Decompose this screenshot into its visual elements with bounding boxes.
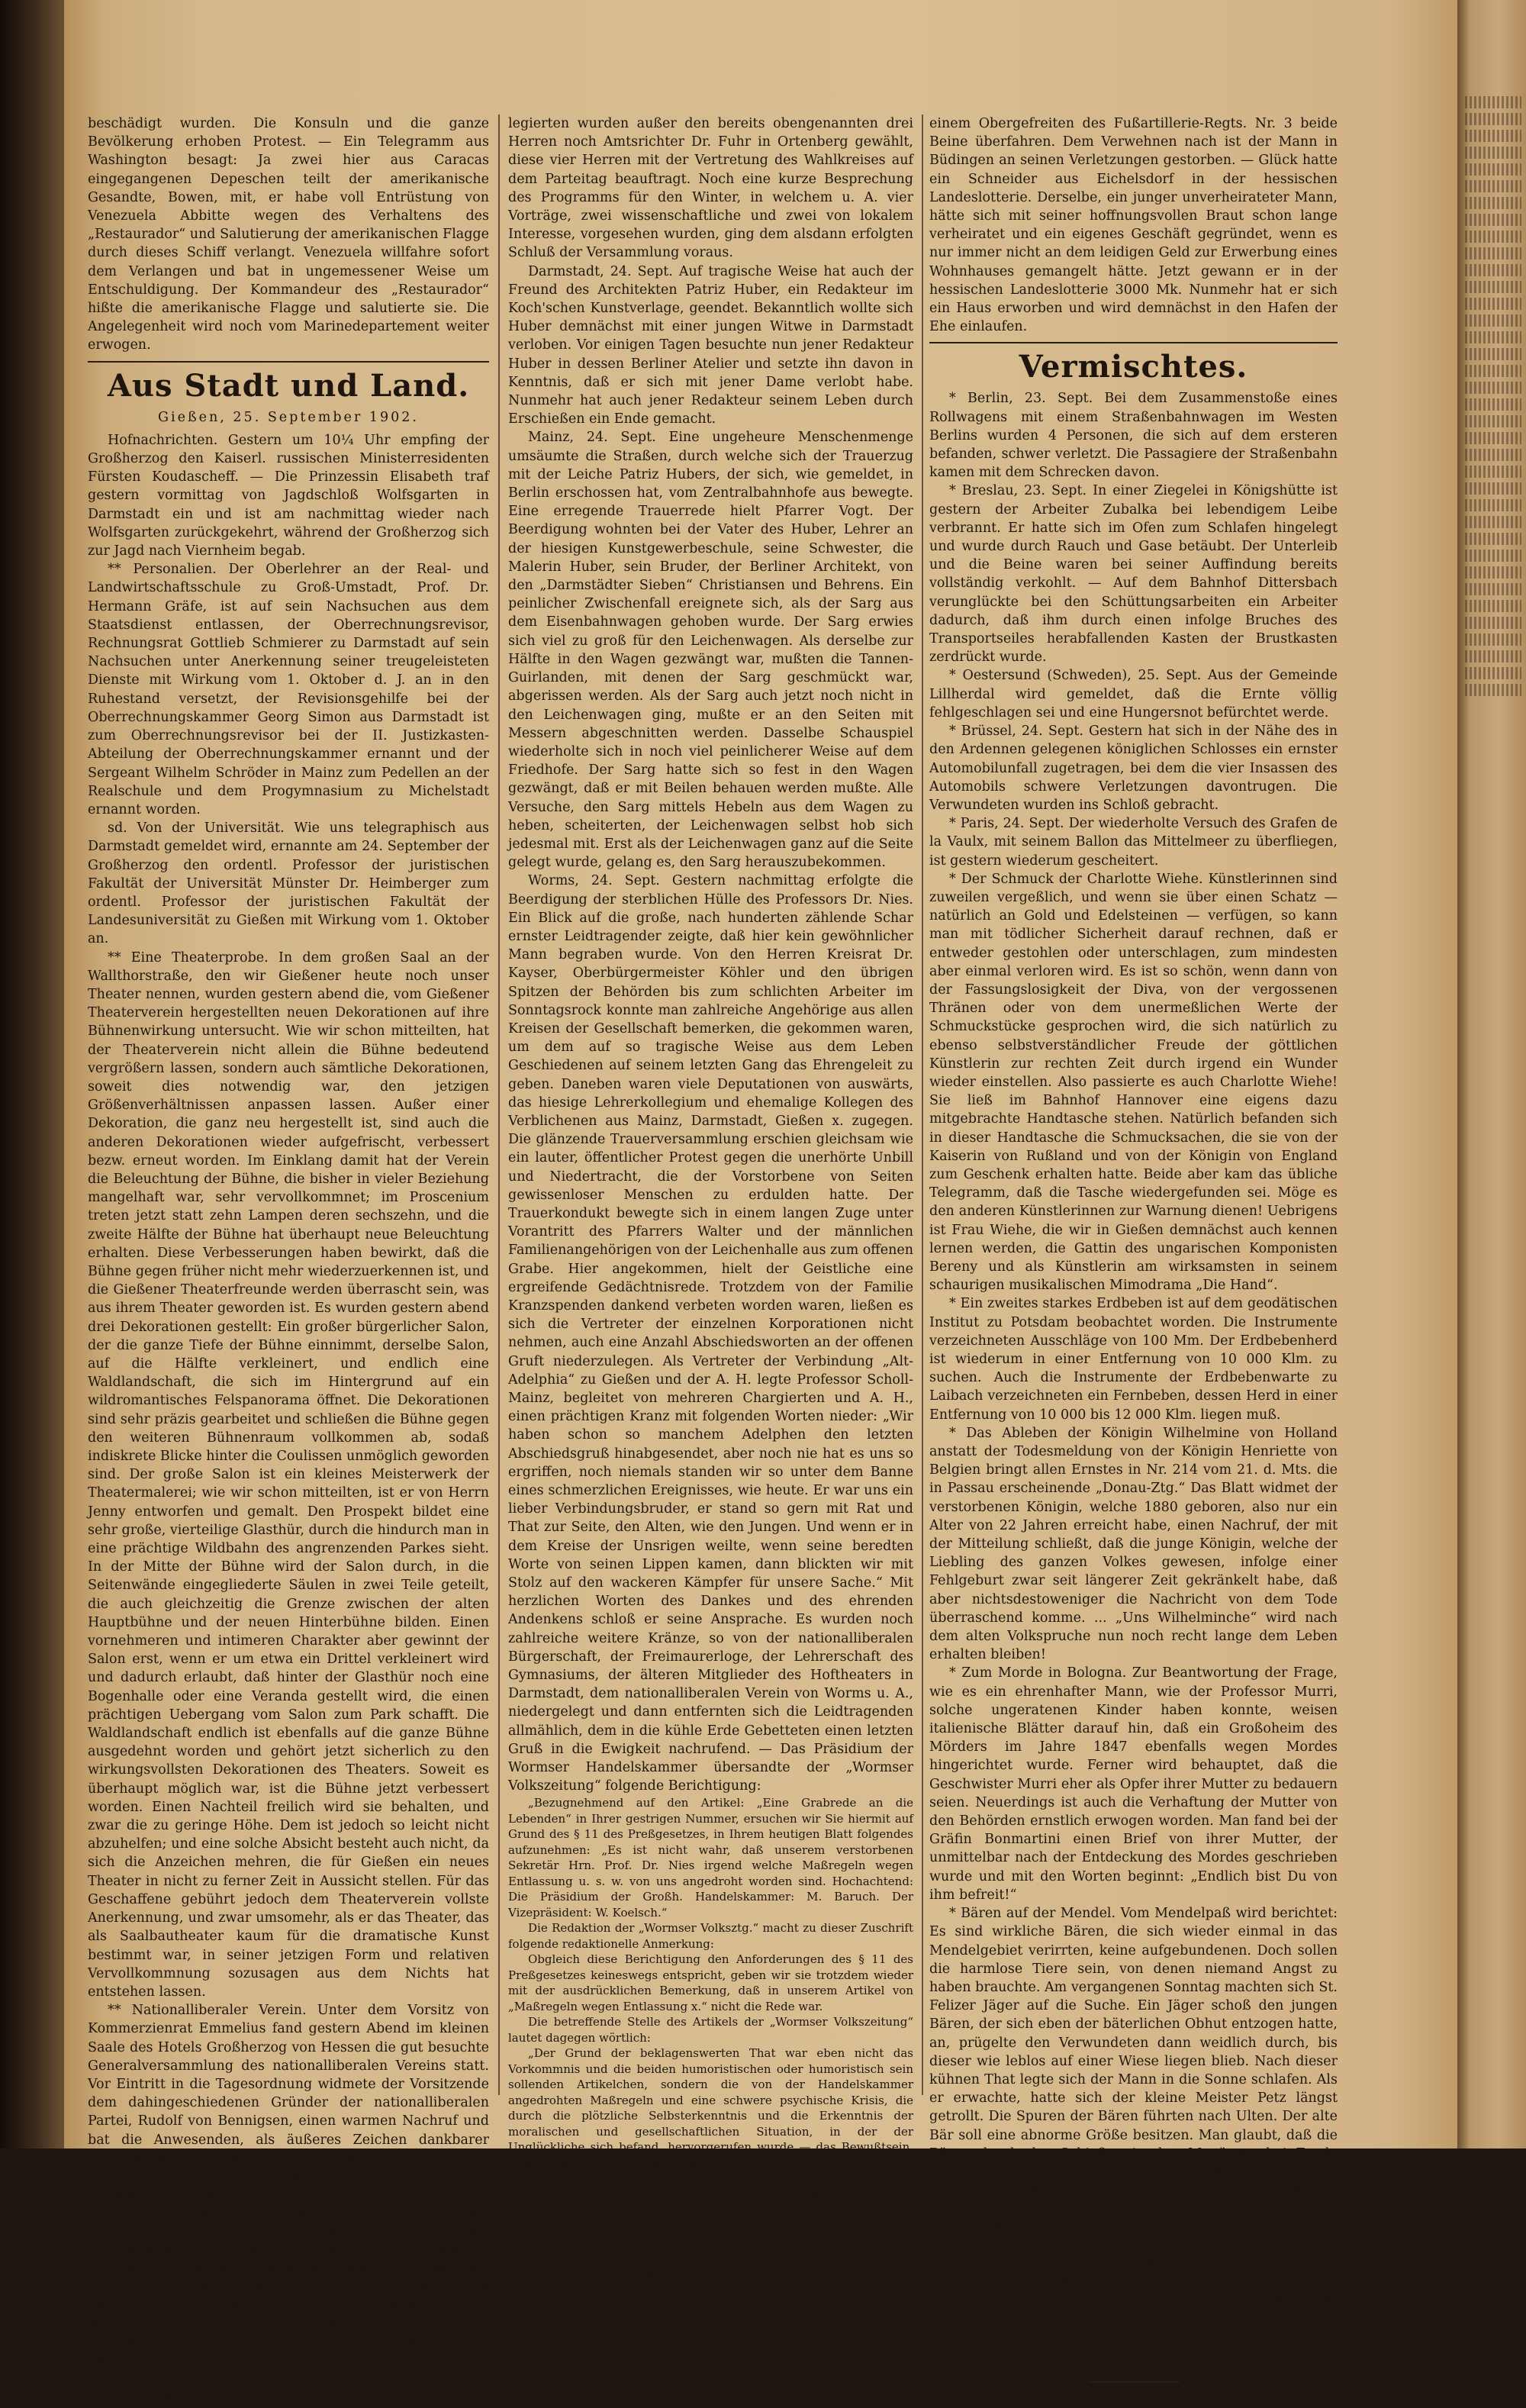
column-divider xyxy=(922,114,923,2095)
end-rule xyxy=(1088,2381,1180,2383)
column-1 xyxy=(88,114,489,2406)
article-paragraph: * Berlin, 23. Sept. Bei dem Zusammenstoße eines Rollwagens mit einem Straßenbahnwagen im Westen Berlins wurden 4 Personen, die sich auf dem ersteren befanden, schwer verletzt. Die Passagiere der Straßenbahn kamen mit dem Schrecken davon. xyxy=(929,391,1338,481)
article-paragraph: Hofnachrichten. Gestern um 10¼ Uhr empfing der Großherzog den Kaiserl. russischen Ministerresidenten Fürsten Koudascheff. — Die Prinzessin Elisabeth traf gestern vormittag von Jagdschloß Wolfsgarten in Darmstadt ein und ist am nachmittag wieder nach Wolfsgarten zurückgekehrt, während der Großherzog sich zur Jagd nach Viernheim begab. xyxy=(88,432,489,559)
article-paragraph: ** Kleine Mitteilungen aus Hessen und den Nachbarstaaten. Bei den in der Gegend von Büdingen ausgeführten Angriffsübungen mit schwerer Artillerie wurden xyxy=(508,2265,913,2336)
section-heading: Aus Stadt und Land. xyxy=(107,367,470,404)
quoted-paragraph: Obgleich diese Berichtigung den Anforderungen des § 11 des Preßgesetzes keineswegs entspricht, geben wir sie trotzdem wieder mit der ausdrücklichen Bemerkung, daß in unserem Artikel von „Maßregeln wegen Entlassung x.“ nicht die Rede war. xyxy=(508,1952,913,2013)
article-paragraph: sd. Von der Universität. Wie uns telegraphisch aus Darmstadt gemeldet wird, ernannte am 24. September der Großherzog den ordentl. Professor der juristischen Fakultät der Universität Münster Dr. Heimberger zum ordentl. Professor der juristischen Fakultät der Landesuniversität zu Gießen mit Wirkung vom 1. Oktober an. xyxy=(88,820,489,947)
quoted-paragraph: Die Redaktion der „Wormser Volksztg.“ macht zu dieser Zuschrift folgende redaktionelle Anmerkung: xyxy=(508,1921,913,1951)
article-paragraph: Darmstadt, 24. Sept. Auf tragische Weise hat auch der Freund des Architekten Patriz Huber, ein Redakteur im Koch'schen Kunstverlage, geendet. Bekanntlich wollte sich Huber demnächst mit einer jungen Witwe in Darmstadt verloben. Vor einigen Tagen besuchte nun jener Redakteur Huber in dessen Berliner Atelier und setzte ihn davon in Kenntnis, daß er sich mit jener Dame verlobt habe. Nunmehr hat auch jener Redakteur seinem Leben durch Erschießen ein Ende gemacht. xyxy=(508,263,913,427)
section-heading: Vermischtes. xyxy=(1019,349,1248,385)
article-paragraph: * Brüssel, 24. Sept. Gestern hat sich in der Nähe des in den Ardennen gelegenen königlichen Schlosses ein ernster Automobilunfall zugetragen, bei dem die vier Insassen des Automobils schwere Verletzungen davontrugen. Die Verwundeten wurden ins Schloß gebracht. xyxy=(929,724,1338,813)
article-paragraph: * Das Ableben der Königin Wilhelmine von Holland anstatt der Todesmeldung von der Königin Henriette von Belgien bringt allen Ernstes in Nr. 214 vom 21. d. Mts. die in Passau erscheinende „Donau-Ztg.“ Das Blatt widmet der verstorbenen Königin, welche 1880 geboren, also nur ein Alter von 22 Jahren erreicht habe, einen Nachruf, der mit der Mitteilung schließt, daß die junge Königin, welche der Liebling des ganzen Volkes gewesen, infolge einer Fehlgeburt zwar seit längerer Zeit gekränkelt habe, daß aber nichtsdestoweniger die Nachricht von dem Tode überraschend komme. ... „Uns Wilhelminche“ wird nach dem alten Volkspruche nun noch recht lange dem Leben erhalten bleiben! xyxy=(929,1425,1338,1663)
article-paragraph: * Breslau, 23. Sept. In einer Ziegelei in Königshütte ist gestern der Arbeiter Zubalka bei lebendigem Leibe verbrannt. Er hatte sich im Ofen zum Schlafen hingelegt und wurde durch Rauch und Gase betäubt. Der Unterleib und die Beine waren bei seiner Auffindung bereits vollständig verkohlt. — Auf dem Bahnhof Dittersbach verunglückte bei den Schüttungsarbeiten ein Arbeiter dadurch, daß ihm durch einen infolge Bruches des Transportseiles herabfallenden Kasten der Brustkasten zerdrückt wurde. xyxy=(929,483,1338,666)
article-paragraph: * Zum Morde in Bologna. Zur Beantwortung der Frage, wie es ein ehrenhafter Mann, wie der Professor Murri, solche ungeratenen Kinder haben konnte, weisen italienische Blätter darauf hin, daß ein Großoheim des Mörders im Jahre 1847 ebenfalls wegen Mordes hingerichtet wurde. Ferner wird behauptet, daß die Geschwister Murri eher als Opfer ihrer Mutter zu bedauern seien. Neuerdings ist auch die Verhaftung der Mutter von den Behörden ernstlich erwogen worden. Man fand bei der Gräfin Bonmartini einen Brief von ihrer Mutter, der unmittelbar nach der Entdeckung des Mordes geschrieben wurde und mit den Worten beginnt: „Endlich bist Du von ihm befreit!“ xyxy=(929,1665,1338,1903)
article-paragraph: * Oestersund (Schweden), 25. Sept. Aus der Gemeinde Lillherdal wird gemeldet, daß die Ernte völlig fehlgeschlagen sei und eine Hungersnot befürchtet werde. xyxy=(929,668,1338,720)
adjacent-page-edge xyxy=(1457,0,1526,2149)
article-paragraph: legierten wurden außer den bereits obengenannten drei Herren noch Amtsrichter Dr. Fuhr in Ortenberg gewählt, diese vier Herren mit der Vertretung des Wahlkreises auf dem Parteitag beauftragt. Noch eine kurze Besprechung des Programms für den Winter, in welchem u. A. vier Vorträge, zwei wissenschaftliche und zwei von lokalem Interesse, vorgesehen wurden, ging dem alsdann erfolgten Schluß der Versammlung voraus. xyxy=(508,116,913,261)
article-paragraph: Hanau, 24. Sept. Der Magistrat hat in seiner gestrigen Sitzung beschlossen, in Gemeinschaft mit der Stadtverordnetenversammlung beim Bundesrat und dem zuständigen Ministerium um Aufhebung der Viehsperre vorstellig zu werden. xyxy=(508,2172,913,2262)
article-paragraph: Mainz, 24. Sept. Eine ungeheure Menschenmenge umsäumte die Straßen, durch welche sich der Trauerzug mit der Leiche Patriz Hubers, der sich, wie gemeldet, in Berlin erschossen hat, vom Zentralbahnhofe aus bewegte. Eine erregende Trauerrede hielt Pfarrer Vogt. Der Beerdigung wohnten bei der Vater des Huber, Lehrer an der hiesigen Kunstgewerbeschule, seine Schwester, die Malerin Huber, sein Bruder, der Berliner Architekt, von den „Darmstädter Sieben“ Christiansen und Behrens. Ein peinlicher Zwischenfall ereignete sich, als der Sarg aus dem Eisenbahnwagen gehoben wurde. Der Sarg erwies sich viel zu groß für den Leichenwagen. Als derselbe zur Hälfte in den Wagen gezwängt war, mußten die Tannen-Guirlanden, mit denen der Sarg geschmückt war, abgerissen werden. Als der Sarg auch jetzt noch nicht in den Leichenwagen ging, mußte er an den Seiten mit Messern abgeschnitten werden. Dasselbe Schauspiel wiederholte sich in noch viel peinlicherer Weise auf dem Friedhofe. Der Sarg hatte sich so fest in den Wagen gezwängt, daß er mit Beilen behauen werden mußte. Alle Versuche, den Sarg mittels Hebeln aus dem Wagen zu heben, scheiterten, der Leichenwagen selbst hob sich jedesmal mit. Erst als der Leichenwagen ganz auf die Seite gelegt wurde, gelang es, den Sarg herauszubekommen. xyxy=(508,430,913,871)
article-paragraph: ** Personalien. Der Oberlehrer an der Real- und Landwirtschaftsschule zu Groß-Umstadt, Prof. Dr. Hermann Gräfe, ist auf sein Nachsuchen aus dem Staatsdienst entlassen, der Oberrechnungsrevisor, Rechnungsrat Gottlieb Schmierer zu Darmstadt auf sein Nachsuchen unter Anerkennung seiner treugeleisteten Dienste mit Wirkung vom 1. Oktober d. J. an in den Ruhestand versetzt, der Revisionsgehilfe bei der Oberrechnungskammer Georg Simon aus Darmstadt ist zum Oberrechnungsrevisor bei der II. Justizkasten-Abteilung der Oberrechnungskammer ernannt und der Sergeant Wilhelm Schröder in Mainz zum Pedellen an der Realschule und dem Progymnasium zu Michelstadt ernannt worden. xyxy=(88,562,489,817)
article-paragraph: * Paris, 24. Sept. Der wiederholte Versuch des Grafen de la Vaulx, mit seinem Ballon das Mittelmeer zu überfliegen, ist gestern wiederum gescheitert. xyxy=(929,816,1338,869)
quoted-paragraph: Die betreffende Stelle des Artikels der „Wormser Volkszeitung“ lautet dagegen wörtlich: xyxy=(508,2015,913,2045)
article-continuation: beschädigt wurden. Die Konsuln und die ganze Bevölkerung erhoben Protest. — Ein Telegramm aus Washington besagt: Ja zwei hier aus Caracas eingegangenen Depeschen teilt der amerikanische Gesandte, Bowen, mit, er habe voll Entrüstung von Venezuela Abbitte wegen des Verhaltens des „Restaurador“ und Salutierung der amerikanischen Flagge durch dieses Schiff verlangt. Venezuela willfahre sofort dem Verlangen und bat in ungemessener Weise um Entschuldigung. Der Kommandeur des „Restaurador“ hißte die amerikanische Flagge und salutierte sie. Die Angelegenheit wird noch vom Marinedepartement weiter erwogen. xyxy=(88,116,489,353)
column-2 xyxy=(508,114,913,2336)
quoted-paragraph: „Der Grund der beklagenswerten That war eben nicht das Vorkommnis und die beiden humoristischen oder humoristisch sein sollenden Artikelchen, sondern die von der Handelskammer angedrohten Maßregeln und eine schwere psychische Krisis, die durch die plötzliche Selbsterkenntnis und die Erkenntnis der moralischen und gesellschaftlichen Situation, in der der Unglückliche sich befand, hervorgerufen wurde — das Bewußtsein, sich in der Partei unmöglich gemacht zu haben.“ xyxy=(508,2046,913,2170)
article-continuation: einem Obergefreiten des Fußartillerie-Regts. Nr. 3 beide Beine überfahren. Dem Verwehnen nach ist der Mann in Büdingen an seinen Verletzungen gestorben. — Glück hatte ein Schneider aus Eichelsdorf in der hessischen Landeslotterie. Derselbe, ein junger unverheirateter Mann, hätte sich mit seiner hoffnungsvollen Braut schon lange verheiratet und ein eigenes Geschäft gegründet, wenn es nur immer nicht an dem leidigen Geld zur Erwerbung eines Wohnhauses gemangelt hätte. Jetzt gewann er in der hessischen Landeslotterie 3000 Mk. Nunmehr hat er sich ein Haus erworben und wird demnächst in den Hafen der Ehe einlaufen. xyxy=(929,116,1338,335)
article-paragraph: * Der Schmuck der Charlotte Wiehe. Künstlerinnen sind zuweilen vergeßlich, und wenn sie über einen Schatz — natürlich an Gold und Edelsteinen — verfügen, so kann man mit tödlicher Sicherheit darauf rechnen, daß er entweder gestohlen oder unterschlagen, zum mindesten aber einmal verloren wird. Es ist so schön, wenn dann von der Fassungslosigkeit der Diva, von der vergossenen Thränen oder von dem unermeßlichen Werte der Schmuckstücke gesprochen wird, die sich natürlich zu ebenso selbstverständlicher Freude der göttlichen Künstlerin zur rechten Zeit durch irgend ein Wunder wieder einstellen. Also passierte es auch Charlotte Wiehe! Sie ließ im Bahnhof Hannover eine eigens dazu mitgebrachte Handtasche stehen. Natürlich befanden sich in dieser Handtasche die Schmucksachen, die sie von der Kaiserin von Rußland und von der Königin von England zum Geschenk erhalten hatte. Beide aber kam das übliche Telegramm, daß die Tasche wiedergefunden sei. Möge es den anderen Künstlerinnen zur Warnung dienen! Uebrigens ist Frau Wiehe, die wir in Gießen demnächst auch kennen lernen werden, die Gattin des ungarischen Komponisten Bereny und als Künstlerin am wirksamsten in seinem schaurigen musikalischen Mimodrama „Die Hand“. xyxy=(929,871,1338,1294)
section-rule xyxy=(88,361,489,363)
article-paragraph: * Ein zweites starkes Erdbeben ist auf dem geodätischen Institut zu Potsdam beobachtet worden. Die Instrumente verzeichneten Ausschläge von 100 Mm. Der Erdbebenherd ist wiederum in einer Entfernung von 10 000 Klm. zu suchen. Auch die Instrumente der Erdbebenwarte zu Laibach verzeichneten ein Fernbeben, dessen Herd in einer Entfernung von 10 000 bis 12 000 Klm. liegen muß. xyxy=(929,1296,1338,1423)
book-binding xyxy=(0,0,64,2149)
column-3 xyxy=(929,114,1338,2364)
article-paragraph: Worms, 24. Sept. Gestern nachmittag erfolgte die Beerdigung der sterblichen Hülle des Professors Dr. Nies. Ein Blick auf die große, nach hunderten zählende Schar ernster Leidtragender zeigte, daß hier kein gewöhnlicher Mann begraben wurde. Von den Herren Kreisrat Dr. Kayser, Oberbürgermeister Köhler und den übrigen Spitzen der Behörden bis zum schlichten Arbeiter im Sonntagsrock konnte man zahlreiche Angehörige aus allen Kreisen der Gesellschaft bemerken, die gekommen waren, um dem auf so tragische Weise aus dem Leben Geschiedenen auf seinem letzten Gang das Ehrengeleit zu geben. Daneben waren viele Deputationen von auswärts, das hiesige Lehrerkollegium und ehemalige Kollegen des Verblichenen aus Mainz, Darmstadt, Gießen x. zugegen. Die glänzende Trauerversammlung erschien gleichsam wie ein lauter, öffentlicher Protest gegen die unerhörte Unbill und Niedertracht, die der Vorstorbene von Seiten gewissenloser Menschen zu erdulden hatte. Der Trauerkondukt bewegte sich in einem langen Zuge unter Vorantritt des Pfarrers Walter und der männlichen Familienangehörigen von der Leichenhalle aus zum offenen Grabe. Hier angekommen, hielt der Geistliche eine ergreifende Gedächtnisrede. Trotzdem von der Familie Kranzspenden dankend verbeten worden waren, ließen es sich die Vertreter der einzelnen Korporationen nicht nehmen, auch eine Anzahl Abschiedsworten an der offenen Gruft niederzulegen. Als Vertreter der Verbindung „Alt-Adelphia“ zu Gießen und der A. H. legte Professor Scholl-Mainz, begleitet von mehreren Chargierten und A. H., einen prächtigen Kranz mit folgenden Worten nieder: „Wir haben schon so manchem Adelphen den letzten Abschiedsgruß hinabgesendet, aber noch nie hat es uns so ergriffen, noch niemals standen wir so unter dem Banne eines schmerzlichen Ereignisses, wie heute. Er war uns ein lieber Verbindungsbruder, er stand so gern mit Rat und That zur Seite, den Alten, wie den Jungen. Und wenn er in dem Kreise der Unsrigen weilte, wenn seine beredten Worte von seinen Lippen kamen, dann blickten wir mit Stolz auf den wackeren Kämpfer für unsere Sache.“ Mit herzlichen Worten des Dankes und des ehrenden Andenkens schloß er seine Ansprache. Es wurden noch zahlreiche weitere Kränze, so von der nationalliberalen Bürgerschaft, der Freimaurerloge, der Lehrerschaft des Gymnasiums, der älteren Mitglieder des Hoftheaters in Darmstadt, dem nationalliberalen Verein von Worms u. A., niedergelegt und dann entfernten sich die Leidtragenden allmählich, dem in die kühle Erde Gebetteten einen letzten Gruß in die Ewigkeit nachrufend. — Das Präsidium der Wormser Handelskammer übersandte der „Wormser Volkszeitung“ folgende Berichtigung: xyxy=(508,873,913,1794)
quoted-paragraph: „Bezugnehmend auf den Artikel: „Eine Grabrede an die Lebenden“ in Ihrer gestrigen Nummer, ersuchen wir Sie hiermit auf Grund des § 11 des Preßgesetzes, in Ihrem heutigen Blatt folgendes aufzunehmen: „Es ist nicht wahr, daß unserem verstorbenen Sekretär Hrn. Prof. Dr. Nies irgend welche Maßregeln wegen Entlassung u. s. w. von uns angedroht worden sind. Hochachtend: Die Präsidium der Großh. Handelskammer: M. Baruch. Der Vizepräsident: W. Koelsch.“ xyxy=(508,1796,913,1920)
section-rule xyxy=(929,342,1338,343)
column-divider xyxy=(498,114,500,2095)
article-paragraph: ** Eine Theaterprobe. In dem großen Saal an der Wallthorstraße, den wir Gießener heute noch unser Theater nennen, wurden gestern abend die, vom Gießener Theaterverein hergestellten neuen Dekorationen auf ihre Bühnenwirkung untersucht. Wie wir schon mitteilten, hat der Theaterverein nicht allein die Bühne bedeutend vergrößern lassen, sondern auch sämtliche Dekorationen, soweit dies notwendig war, den jetzigen Größenverhältnissen anpassen lassen. Außer einer Dekoration, die ganz neu hergestellt ist, sind auch die anderen Dekorationen wieder aufgefrischt, verbessert bezw. erneut worden. Im Einklang damit hat der Verein die Beleuchtung der Bühne, die bisher in vieler Beziehung mangelhaft war, sehr vervollkommnet; im Proscenium treten jetzt statt zehn Lampen deren sechszehn, und die zweite Hälfte der Bühne hat überhaupt neue Beleuchtung erhalten. Diese Verbesserungen haben bewirkt, daß die Bühne gegen früher nicht mehr wiederzuerkennen ist, und die Gießener Theaterfreunde werden überrascht sein, was aus ihrem Theater geworden ist. Es wurden gestern abend drei Dekorationen gestellt: Ein großer bürgerlicher Salon, der die ganze Tiefe der Bühne einnimmt, derselbe Salon, auf die Hälfte verkleinert, und endlich eine Waldlandschaft, die sich im Hintergrund auf ein wildromantisches Felspanorama öffnet. Die Dekorationen sind sehr präzis gearbeitet und schließen die Bühne gegen den weiteren Bühnenraum vollkommen ab, sodaß indiskrete Blicke hinter die Coulissen unmöglich geworden sind. Der große Salon ist ein kleines Meisterwerk der Theatermalerei; wie wir schon mitteilten, ist er von Herrn Jenny entworfen und gemalt. Den Prospekt bildet eine sehr große, vierteilige Glasthür, durch die hindurch man in eine prächtige Wildbahn des angrenzenden Parkes sieht. In der Mitte der Bühne wird der Salon durch, in die Seitenwände eingegliederte Säulen in zwei Teile geteilt, die auch gleichzeitig die Grenze zwischen der alten Hauptbühne und der neuen Hinterbühne bilden. Einen vornehmeren und intimeren Charakter aber gewinnt der Salon erst, wenn er um etwa ein Drittel verkleinert wird und dadurch erlaubt, daß hinter der Glasthür noch eine Bogenhalle oder eine Veranda gestellt wird, die einen prächtigen Uebergang vom Salon zum Park schafft. Die Waldlandschaft endlich ist ebenfalls auf die ganze Bühne ausgedehnt worden und gehört jetzt sicherlich zu den wirkungsvollsten Dekorationen des Theaters. Soweit es überhaupt möglich war, ist die Bühne jetzt verbessert worden. Einen Nachteil freilich wird sie behalten, und zwar die zu geringe Höhe. Dem ist jedoch so leicht nicht abzuhelfen; und eine solche Absicht besteht auch nicht, da sich die Anzeichen mehren, die für Gießen ein neues Theater in nicht zu ferner Zeit in Aussicht stellen. Für das Geschaffene gebührt jedoch dem Theaterverein vollste Anerkennung, und zwar umsomehr, als er das Theater, das als Saalbautheater kaum für die dramatische Kunst bestimmt war, in seiner jetzigen Form und relativen Vervollkommnung sozusagen aus dem Nichts hat entstehen lassen. xyxy=(88,949,489,2000)
dateline: Gießen, 25. September 1902. xyxy=(158,409,419,425)
article-paragraph: * Bären auf der Mendel. Vom Mendelpaß wird berichtet: Es sind wirkliche Bären, die sich wieder einmal in das Mendelgebiet verirrten, keine aufgebundenen. Doch sollen die harmlose Tiere sein, von denen niemand Angst zu haben brauchte. Am vergangenen Sonntag machten sich St. Felizer Jäger auf die Suche. Ein Jäger schoß den jungen Bären, der sich eben der bäterlichen Obhut entzogen hatte, an, prügelte den Verwundeten dann weidlich durch, bis dieser wie leblos auf einer Wiese liegen blieb. Nach dieser kühnen That legte sich der Mann in die Sonne schlafen. Als er erwachte, hatte sich der kleine Meister Petz längst getrollt. Die Spuren der Bären führten nach Ulten. Der alte Bär soll eine abnorme Größe besitzen. Man glaubt, daß die Bären durch das Schießen in den Manövern bei Fondo aufgescheucht wurden, sonst stiegen diese alten Reste Tiroler Urzeiten nicht so weit in die Thäler nieder. Die Angst vor diesen Bären ist übrigens auch in der hiesigen Gegend aber gar nicht groß. Wird der Bär eines Menschen ansichtig, so läuft er davon — er ist menschenscheu. Dem Waldhüter kam er einmal auf Schußweite in die Nähe, doch in ungünstiger Schußstellung; als er sich eine bessere suchen, hatte das Tier Reißaus genommen. Es fehlen hier und da Schafe, doch sonst verläuft alles ohne Unruhe, selbst die weiblichen Boten, welche alle die Wälder durchwandern, zeigen keine Furcht. xyxy=(929,1906,1338,2364)
article-paragraph: ** Nationalliberaler Verein. Unter dem Vorsitz von Kommerzienrat Emmelius fand gestern Abend im kleinen Saale des Hotels Großherzog von Hessen die gut besuchte Generalversammlung des nationalliberalen Vereins statt. Vor Eintritt in die Tagesordnung widmete der Vorsitzende dem dahingeschiedenen Gründer der nationalliberalen Partei, Rudolf von Bennigsen, einen warmen Nachruf und bat die Anwesenden, als äußeres Zeichen dankbarer Anerkennung und ehrenden Angedenkens sich von ihren Sitzen zu erheben. Zur Landtagswahl wurde einstimmig beschlossen, die Wiederwahl des seitherigen Abgeordneten Justizrat Dr. Gutfleisch zu empfehlen und mit dem Freisinnigen Verein gemeinsam die nötigen Vorbereitungen zu treffen; in die hierfür bestimmte Kommission wurden die Kommerzienräte Emmelius und Heyligenstaedt und Stadtv. Kirch gewählt. Ueber die auf der Tagesordnung des am 10.—12. Oktober in Eisenach stattfindenden Parteitages stehenden Anträge entwickelte sich eine sehr interessante und lebhafte Diskussion, an der sich Prof. Dr. Biermer, Geh. Hofrat Dr. Siebeck, Kommerzienrat Heyligenstaedt, Landgerichtsrat Dornseiff, Stadtv. Kirch u. A. beteiligten. Zu De- xyxy=(88,2003,489,2406)
